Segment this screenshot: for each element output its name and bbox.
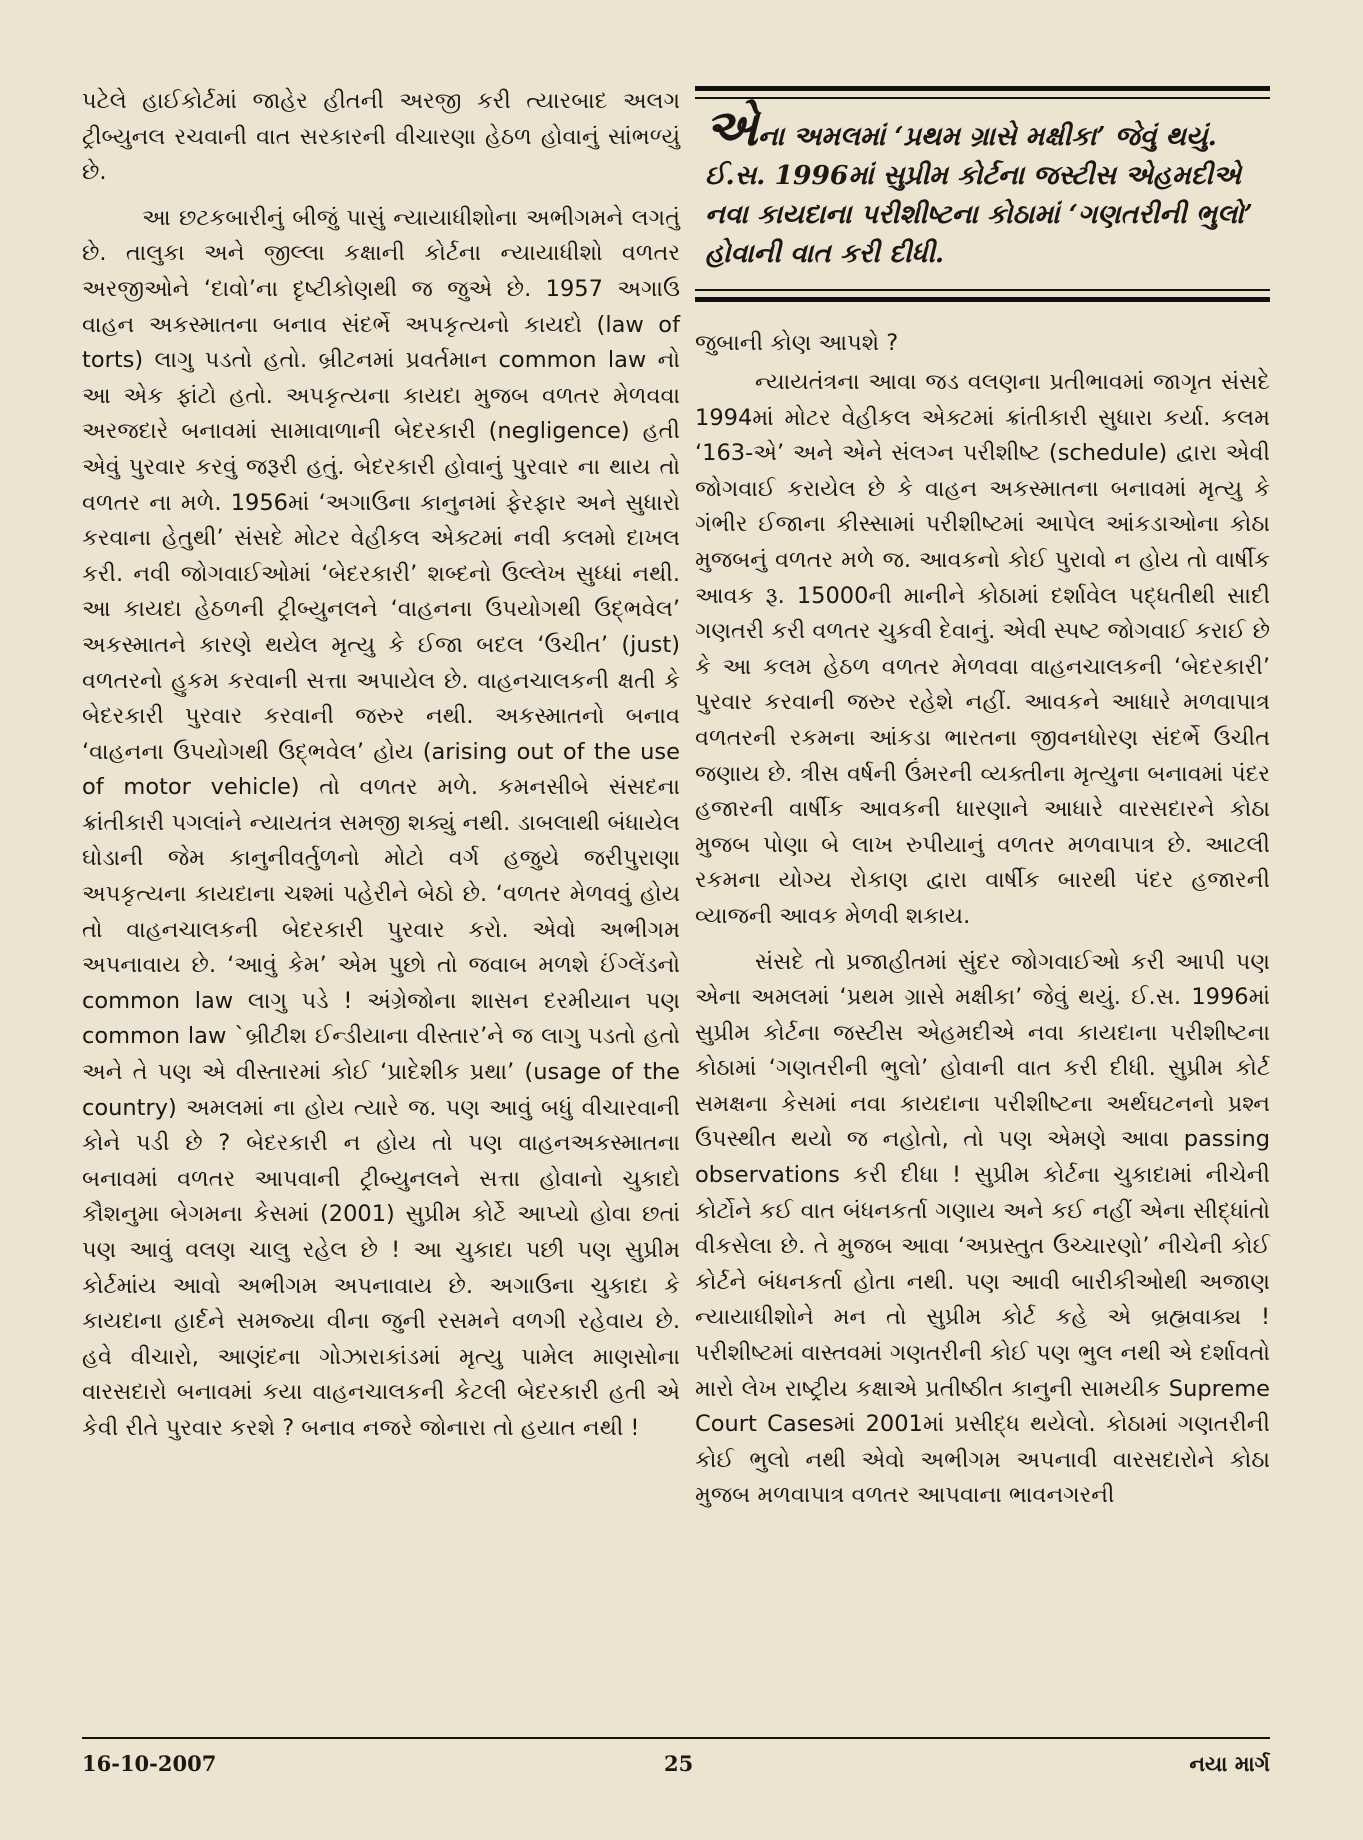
footer-rule (82, 1737, 1270, 1739)
right-column (695, 84, 1270, 1514)
rule-divider (695, 297, 1270, 302)
paragraph: ન્યાયતંત્રના આવા જડ વલણના પ્રતીભાવમાં જાગૃત સંસદે 1994માં મોટર વેહીકલ એક્ટમાં ક્રાંતીકારી સુધારા કર્યા. કલમ ‘163-એ’ અને એને સંલગ્ન પરીશીષ્ટ (schedule) દ્વારા એવી જોગવાઈ કરાયેલ છે કે વાહન અકસ્માતના બનાવમાં મૃત્યુ કે ગંભીર ઈજાના કીસ્સામાં પરીશીષ્ટમાં આપેલ આંકડાઓના કોઠા મુજબનું વળતર મળે જ. આવકનો કોઈ પુરાવો ન હોય તો વાર્ષીક આવક રૂ. 15000ની માનીને કોઠામાં દર્શાવેલ પદ્ધતીથી સાદી ગણતરી કરી વળતર ચુકવી દેવાનું. એવી સ્પષ્ટ જોગવાઈ કરાઈ છે કે આ કલમ હેઠળ વળતર મેળવવા વાહનચાલકની ‘બેદરકારી’ પુરવાર કરવાની જરુર રહેશે નહીં. આવકને આધારે મળવાપાત્ર વળતરની રકમના આંકડા ભારતના જીવનધોરણ સંદર્ભે ઉચીત જણાય છે. ત્રીસ વર્ષની ઉંમરની વ્યક્તીના મૃત્યુના બનાવમાં પંદર હજારની વાર્ષીક આવકની ધારણાને આધારે વારસદારને કોઠા મુજબ પોણા બે લાખ રુપીયાનું વળતર મળવાપાત્ર છે. આટલી રકમના યોગ્ય રોકાણ દ્વારા વાર્ષીક બારથી પંદર હજારની વ્યાજની આવક મેળવી શકાય. (695, 369, 1270, 929)
pullquote-bottom-rules (695, 289, 1270, 302)
pullquote-top-rules (695, 86, 1270, 99)
footer-date: 16-10-2007 (82, 1751, 217, 1776)
rule-divider (695, 289, 1270, 291)
paragraph: પટેલે હાઈકોર્ટમાં જાહેર હીતની અરજી કરી ત્યારબાદ અલગ ટ્રીબ્યુનલ રચવાની વાત સરકારની વીચારણા હેઠળ હોવાનું સાંભળ્યું છે. (82, 88, 680, 186)
pull-quote-text: ના અમલમાં ‘પ્રથમ ગ્રાસે મક્ષીકા’ જેવું થયું. ઈ.સ. 1996માં સુપ્રીમ કોર્ટના જસ્ટીસ એહમદીએ નવા કાયદાના પરીશીષ્ટના કોઠામાં ‘ગણતરીની ભુલો’ હોવાની વાત કરી દીધી. (705, 121, 1253, 269)
pull-quote (705, 98, 1266, 273)
section-subheading: જુબાની કોણ આપશે ? (695, 330, 899, 356)
magazine-name: નયા માર્ગ (1189, 1751, 1270, 1776)
paragraph: આ છટકબારીનું બીજું પાસું ન્યાયાધીશોના અભીગમને લગતું છે. તાલુકા અને જીલ્લા કક્ષાની કોર્ટના ન્યાયાધીશો વળતર અરજીઓને ‘દાવો’ના દૃષ્ટીકોણથી જ જુએ છે. 1957 અગાઉ વાહન અકસ્માતના બનાવ સંદર્ભે અપકૃત્યનો કાયદો (law of torts) લાગુ પડતો હતો. બ્રીટનમાં પ્રવર્તમાન common law નો આ એક ફાંટો હતો. અપકૃત્યના કાયદા મુજબ વળતર મેળવવા અરજદારે બનાવમાં સામાવાળાની બેદરકારી (negligence) હતી એવું પુરવાર કરવું જરૂરી હતું. બેદરકારી હોવાનું પુરવાર ના થાય તો વળતર ના મળે. 1956માં ‘અગાઉના કાનુનમાં ફેરફાર અને સુધારો કરવાના હેતુથી’ સંસદે મોટર વેહીકલ એક્ટમાં નવી કલમો દાખલ કરી. નવી જોગવાઈઓમાં ‘બેદરકારી’ શબ્દનો ઉલ્લેખ સુધ્ધાં નથી. આ કાયદા હેઠળની ટ્રીબ્યુનલને ‘વાહનના ઉપયોગથી ઉદ્ભવેલ’ અકસ્માતને કારણે થયેલ મૃત્યુ કે ઈજા બદલ ‘ઉચીત’ (just) વળતરનો હુકમ કરવાની સત્તા અપાયેલ છે. વાહનચાલકની ક્ષતી કે બેદરકારી પુરવાર કરવાની જરુર નથી. અકસ્માતનો બનાવ ‘વાહનના ઉપયોગથી ઉદ્ભવેલ’ હોય (arising out of the use of motor vehicle) તો વળતર મળે. કમનસીબે સંસદના ક્રાંતીકારી પગલાંને ન્યાયતંત્ર સમજી શક્યું નથી. ડાબલાથી બંધાયેલ ઘોડાની જેમ કાનુનીવર્તુળનો મોટો વર્ગ હજુયે જરીપુરાણા અપકૃત્યના કાયદાના ચશ્માં પહેરીને બેઠો છે. ‘વળતર મેળવવું હોય તો વાહનચાલકની બેદરકારી પુરવાર કરો. એવો અભીગમ અપનાવાય છે. ‘આવું કેમ’ એમ પુછો તો જવાબ મળશે ઈંગ્લેંડનો common law લાગુ પડે ! અંગ્રેજોના શાસન દરમીયાન પણ common law `બ્રીટીશ ઈન્ડીયાના વીસ્તાર’ને જ લાગુ પડતો હતો અને તે પણ એ વીસ્તારમાં કોઈ ‘પ્રાદેશીક પ્રથા’ (usage of the country) અમલમાં ના હોય ત્યારે જ. પણ આવું બધું વીચારવાની કોને પડી છે ? બેદરકારી ન હોય તો પણ વાહનઅકસ્માતના બનાવમાં વળતર આપવાની ટ્રીબ્યુનલને સત્તા હોવાનો ચુકાદો કૌશનુમા બેગમના કેસમાં (2001) સુપ્રીમ કોર્ટે આપ્યો હોવા છતાં પણ આવું વલણ ચાલુ રહેલ છે ! આ ચુકાદા પછી પણ સુપ્રીમ કોર્ટમાંય આવો અભીગમ અપનાવાય છે. અગાઉના ચુકાદા કે કાયદાના હાર્દને સમજ્યા વીના જુની રસમને વળગી રહેવાય છે. હવે વીચારો, આણંદના ગોઝારાકાંડમાં મૃત્યુ પામેલ માણસોના વારસદારો બનાવમાં કયા વાહનચાલકની કેટલી બેદરકારી હતી એ કેવી રીતે પુરવાર કરશે ? બનાવ નજરે જોનારા તો હયાત નથી ! (82, 204, 680, 1441)
paragraph: સંસદે તો પ્રજાહીતમાં સુંદર જોગવાઈઓ કરી આપી પણ એના અમલમાં ‘પ્રથમ ગ્રાસે મક્ષીકા’ જેવું થયું. ઈ.સ. 1996માં સુપ્રીમ કોર્ટના જસ્ટીસ એહમદીએ નવા કાયદાના પરીશીષ્ટના કોઠામાં ‘ગણતરીની ભુલો’ હોવાની વાત કરી દીધી. સુપ્રીમ કોર્ટ સમક્ષના કેસમાં નવા કાયદાના પરીશીષ્ટના અર્થઘટનનો પ્રશ્ન ઉપસ્થીત થયો જ નહોતો, તો પણ એમણે આવા passing observations કરી દીધા ! સુપ્રીમ કોર્ટના ચુકાદામાં નીચેની કોર્ટોને કઈ વાત બંધનકર્તા ગણાય અને કઈ નહીં એના સીદ્ધાંતો વીકસેલા છે. તે મુજબ આવા ‘અપ્રસ્તુત ઉચ્ચારણો’ નીચેની કોઈ કોર્ટને બંધનકર્તા હોતા નથી. પણ આવી બારીકીઓથી અજાણ ન્યાયાધીશોને મન તો સુપ્રીમ કોર્ટ કહે એ બ્રહ્મવાક્ય ! પરીશીષ્ટમાં વાસ્તવમાં ગણતરીની કોઈ પણ ભુલ નથી એ દર્શાવતો મારો લેખ રાષ્ટ્રીય કક્ષાએ પ્રતીષ્ઠીત કાનુની સામયીક Supreme Court Casesમાં 2001માં પ્રસીદ્ધ થયેલો. કોઠામાં ગણતરીની કોઈ ભુલો નથી એવો અભીગમ અપનાવી વારસદારોને કોઠા મુજબ મળવાપાત્ર વળતર આપવાના ભાવનગરની (695, 948, 1270, 1509)
left-column (82, 84, 680, 1447)
rule-divider (695, 97, 1270, 99)
rule-divider (695, 86, 1270, 91)
page-number: 25 (664, 1751, 694, 1776)
drop-cap: એ (705, 98, 758, 157)
